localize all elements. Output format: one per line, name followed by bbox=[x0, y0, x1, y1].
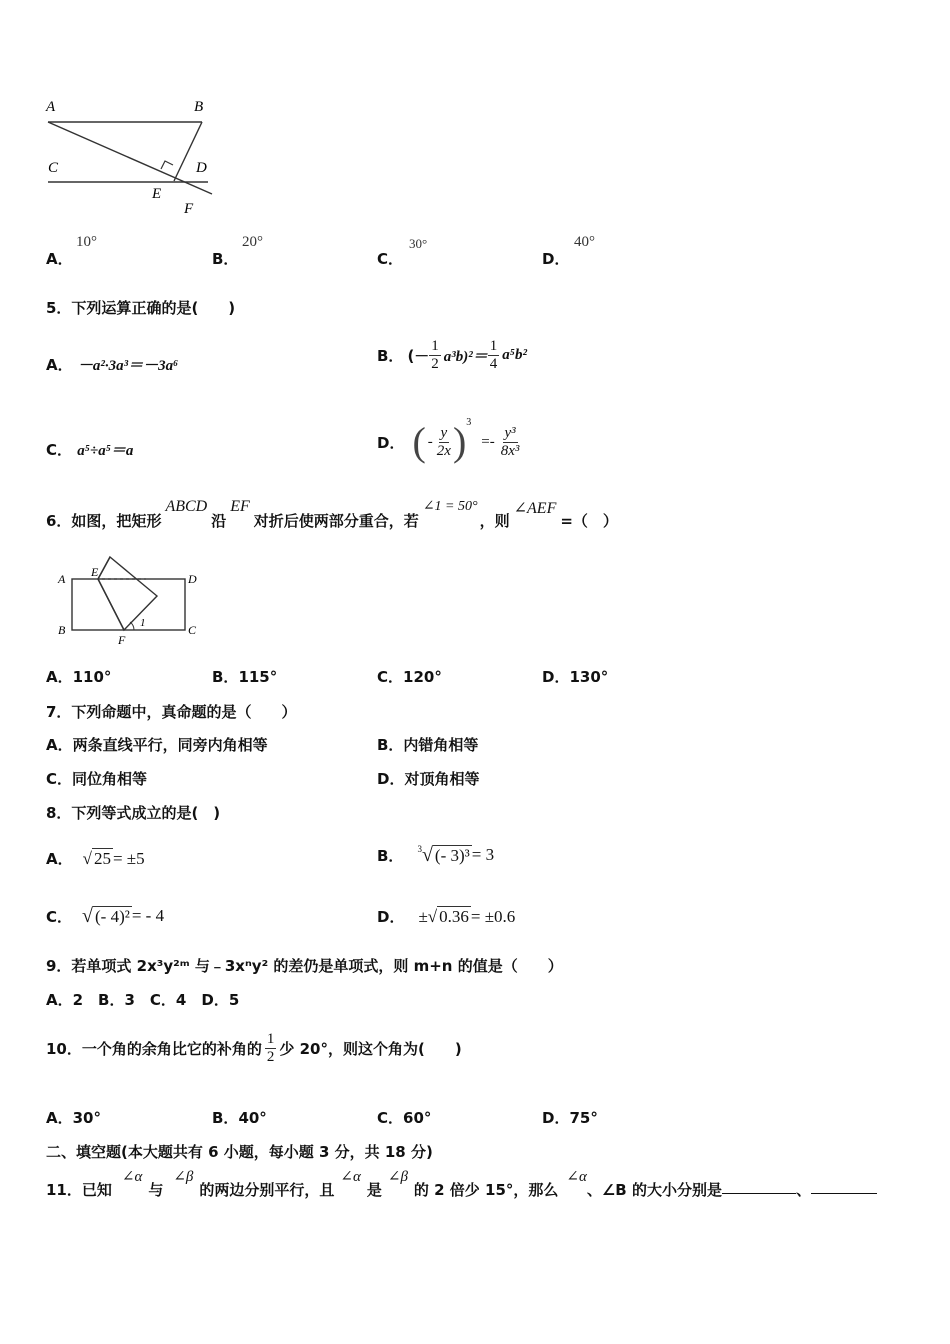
option-value: 40° bbox=[574, 234, 595, 250]
q8-option-d[interactable] bbox=[377, 906, 515, 927]
q11-stem bbox=[46, 1169, 877, 1200]
fraction-numerator: 1 bbox=[266, 1030, 275, 1047]
expr-rest: = - 4 bbox=[131, 906, 165, 925]
option-letter: C． bbox=[46, 907, 73, 926]
q5-stem: 5．下列运算正确的是( ) bbox=[46, 299, 236, 317]
option-value: 115° bbox=[238, 668, 278, 686]
expr-part: (－ bbox=[407, 346, 430, 365]
q6-option-c[interactable] bbox=[377, 666, 442, 687]
fraction-one-quarter bbox=[488, 338, 500, 373]
label-one: 1 bbox=[140, 617, 146, 629]
option-value: 10° bbox=[76, 234, 97, 250]
math-angle-alpha: ∠α bbox=[566, 1169, 587, 1185]
answer-blank-2[interactable] bbox=[811, 1179, 877, 1194]
radicand: 0.36 bbox=[439, 907, 469, 926]
fraction-numerator: y³ bbox=[504, 424, 516, 441]
folded-flap bbox=[98, 557, 157, 630]
q4-option-b[interactable] bbox=[212, 234, 263, 269]
sqrt-symbol: √ bbox=[82, 848, 92, 868]
q10-option-a[interactable] bbox=[46, 1107, 101, 1128]
fraction-numerator: 1 bbox=[431, 337, 439, 354]
option-value: 110° bbox=[72, 668, 112, 686]
label-a: A bbox=[58, 572, 66, 586]
stem-text: 少 20°，则这个角为( ) bbox=[279, 1039, 462, 1058]
q4-option-c[interactable] bbox=[377, 236, 428, 269]
fraction-numerator: 1 bbox=[489, 337, 498, 354]
fraction-denominator: 2x bbox=[436, 442, 451, 459]
q4-option-a[interactable] bbox=[46, 234, 97, 269]
stem-text: 是 bbox=[366, 1181, 382, 1199]
stem-text: 沿 bbox=[211, 512, 227, 530]
stem-text: 的两边分别平行，且 bbox=[199, 1181, 335, 1199]
sqrt-symbol: √ bbox=[421, 843, 433, 866]
option-letter: A． bbox=[46, 356, 73, 374]
expr-rest: = ±5 bbox=[112, 848, 145, 868]
math-ef: EF bbox=[230, 498, 250, 515]
option-letter: C． bbox=[377, 1109, 404, 1127]
stem-text: =（ ） bbox=[560, 512, 618, 530]
radicand: (- 4)² bbox=[95, 906, 130, 926]
expr-rest: = 3 bbox=[471, 845, 495, 864]
line-af bbox=[48, 122, 212, 194]
fraction-denominator: 2 bbox=[431, 355, 439, 372]
option-expression: －a²·3a³＝－3a⁶ bbox=[77, 358, 179, 374]
q10-stem bbox=[46, 1022, 462, 1074]
sqrt-symbol: √ bbox=[427, 906, 438, 926]
section-title: 二、填空题(本大题共有 6 小题，每小题 3 分，共 18 分) bbox=[46, 1143, 433, 1161]
q8-option-b[interactable] bbox=[377, 840, 494, 870]
option-expression: a⁵÷a⁵＝a bbox=[77, 443, 134, 459]
label-e: E bbox=[152, 186, 162, 202]
math-angle-aef: ∠AEF bbox=[513, 500, 557, 517]
figure-q6 bbox=[54, 552, 204, 648]
label-a: A bbox=[46, 99, 56, 115]
root-index: 3 bbox=[417, 844, 422, 854]
math-abcd: ABCD bbox=[165, 498, 208, 515]
inner-edge bbox=[98, 557, 110, 579]
option-letter: B． bbox=[212, 668, 239, 686]
q6-stem bbox=[46, 498, 618, 531]
q9-stem: 9．若单项式 2x³y²ᵐ 与﹣3xⁿy² 的差仍是单项式，则 m+n 的值是（ ） bbox=[46, 957, 563, 975]
label-c: C bbox=[48, 160, 59, 176]
option-letter: D． bbox=[542, 250, 570, 268]
q9-options[interactable]: A．2 B．3 C．4 D．5 bbox=[46, 991, 240, 1009]
option-value: 60° bbox=[403, 1109, 432, 1127]
option-letter: B． bbox=[212, 1109, 239, 1127]
option-letter: C． bbox=[377, 250, 404, 268]
label-f: F bbox=[184, 201, 194, 217]
stem-text: 6．如图，把矩形 bbox=[46, 512, 162, 530]
q7-option-d[interactable]: D．对顶角相等 bbox=[377, 770, 480, 788]
q8-option-a[interactable] bbox=[46, 848, 145, 869]
label-c: C bbox=[188, 623, 197, 637]
stem-text: 、∠B 的大小分别是 bbox=[586, 1181, 722, 1199]
plus-minus: ± bbox=[418, 906, 428, 926]
fraction-one-half bbox=[265, 1031, 277, 1066]
answer-blank-1[interactable] bbox=[722, 1179, 796, 1194]
stem-text: ，则 bbox=[479, 512, 510, 530]
q8-stem: 8．下列等式成立的是( ) bbox=[46, 804, 221, 822]
label-e: E bbox=[91, 565, 99, 579]
q7-option-a[interactable]: A．两条直线平行，同旁内角相等 bbox=[46, 736, 268, 754]
fraction-y3-over-8x3 bbox=[499, 425, 522, 460]
math-angle-alpha: ∠α bbox=[340, 1169, 361, 1185]
label-d: D bbox=[188, 572, 197, 586]
q10-option-c[interactable] bbox=[377, 1107, 431, 1128]
stem-text: 的 2 倍少 15°，那么 bbox=[413, 1181, 559, 1199]
stem-text: 与 bbox=[148, 1181, 164, 1199]
rectangle-abcd bbox=[72, 579, 185, 630]
radicand: 25 bbox=[93, 849, 111, 868]
option-letter: D． bbox=[542, 1109, 570, 1127]
option-letter: D． bbox=[542, 668, 570, 686]
minus-sign: - bbox=[427, 433, 433, 450]
expr-part: a⁵b² bbox=[502, 346, 528, 363]
radicand: (- 3)³ bbox=[434, 845, 470, 865]
left-paren: ( bbox=[412, 419, 426, 464]
q6-option-b[interactable] bbox=[212, 666, 277, 687]
math-angle1: ∠1 = 50° bbox=[422, 499, 478, 514]
q7-option-b[interactable]: B．内错角相等 bbox=[377, 736, 479, 754]
stem-text: 11．已知 bbox=[46, 1181, 112, 1199]
q5-option-b[interactable] bbox=[377, 328, 527, 382]
option-letter: B． bbox=[377, 346, 404, 365]
option-value: 30° bbox=[409, 236, 428, 251]
option-value: 40° bbox=[238, 1109, 267, 1127]
q6-option-a[interactable] bbox=[46, 666, 111, 687]
label-d: D bbox=[196, 160, 207, 176]
label-b: B bbox=[194, 99, 204, 115]
math-angle-beta: ∠β bbox=[387, 1169, 408, 1185]
expr-rest: = ±0.6 bbox=[470, 906, 516, 926]
q7-stem: 7．下列命题中，真命题的是（ ） bbox=[46, 703, 297, 721]
fraction-one-half bbox=[429, 338, 441, 373]
option-letter: B． bbox=[377, 846, 404, 865]
option-letter: C． bbox=[46, 441, 73, 459]
option-letter: A． bbox=[46, 250, 73, 268]
q6-option-d[interactable] bbox=[542, 666, 608, 687]
fraction-numerator: y bbox=[440, 424, 448, 441]
q7-option-c[interactable]: C．同位角相等 bbox=[46, 770, 148, 788]
q5-option-a[interactable] bbox=[46, 354, 178, 375]
option-value: 30° bbox=[72, 1109, 101, 1127]
q5-option-d[interactable] bbox=[377, 415, 521, 469]
option-letter: A． bbox=[46, 668, 73, 686]
fraction-denominator: 2 bbox=[266, 1048, 275, 1065]
label-f: F bbox=[118, 633, 126, 647]
q8-option-c[interactable] bbox=[46, 901, 164, 931]
option-letter: C． bbox=[377, 668, 404, 686]
expr-part: a³b)²＝ bbox=[443, 348, 488, 365]
sqrt-symbol: √ bbox=[82, 904, 93, 927]
option-value: 130° bbox=[569, 668, 609, 686]
option-letter: A． bbox=[46, 1109, 73, 1127]
stem-text: 对折后使两部分重合，若 bbox=[253, 512, 419, 530]
option-value: 75° bbox=[569, 1109, 598, 1127]
stem-text: 10．一个角的余角比它的补角的 bbox=[46, 1039, 262, 1058]
fraction-denominator: 8x³ bbox=[500, 442, 520, 459]
math-angle-alpha: ∠α bbox=[121, 1169, 143, 1185]
fold-line-ef bbox=[98, 579, 124, 630]
option-letter: B． bbox=[212, 250, 239, 268]
exponent: 3 bbox=[466, 417, 472, 428]
right-angle-mark bbox=[161, 161, 173, 169]
equals-minus: =- bbox=[481, 433, 495, 450]
figure-q4 bbox=[40, 95, 230, 220]
right-paren: ) bbox=[452, 419, 467, 464]
label-b: B bbox=[58, 623, 66, 637]
option-letter: A． bbox=[46, 850, 73, 868]
fraction-denominator: 4 bbox=[489, 355, 498, 372]
fraction-y-over-2x bbox=[435, 425, 453, 460]
option-value: 120° bbox=[403, 668, 442, 686]
q10-option-d[interactable] bbox=[542, 1107, 598, 1128]
option-letter: D． bbox=[377, 433, 405, 452]
option-letter: D． bbox=[377, 908, 405, 926]
stem-text: 、 bbox=[795, 1181, 811, 1199]
option-value: 20° bbox=[242, 234, 263, 250]
q4-option-d[interactable] bbox=[542, 234, 595, 269]
q10-option-b[interactable] bbox=[212, 1107, 267, 1128]
q5-option-c[interactable] bbox=[46, 439, 133, 460]
math-angle-beta: ∠β bbox=[173, 1169, 194, 1185]
